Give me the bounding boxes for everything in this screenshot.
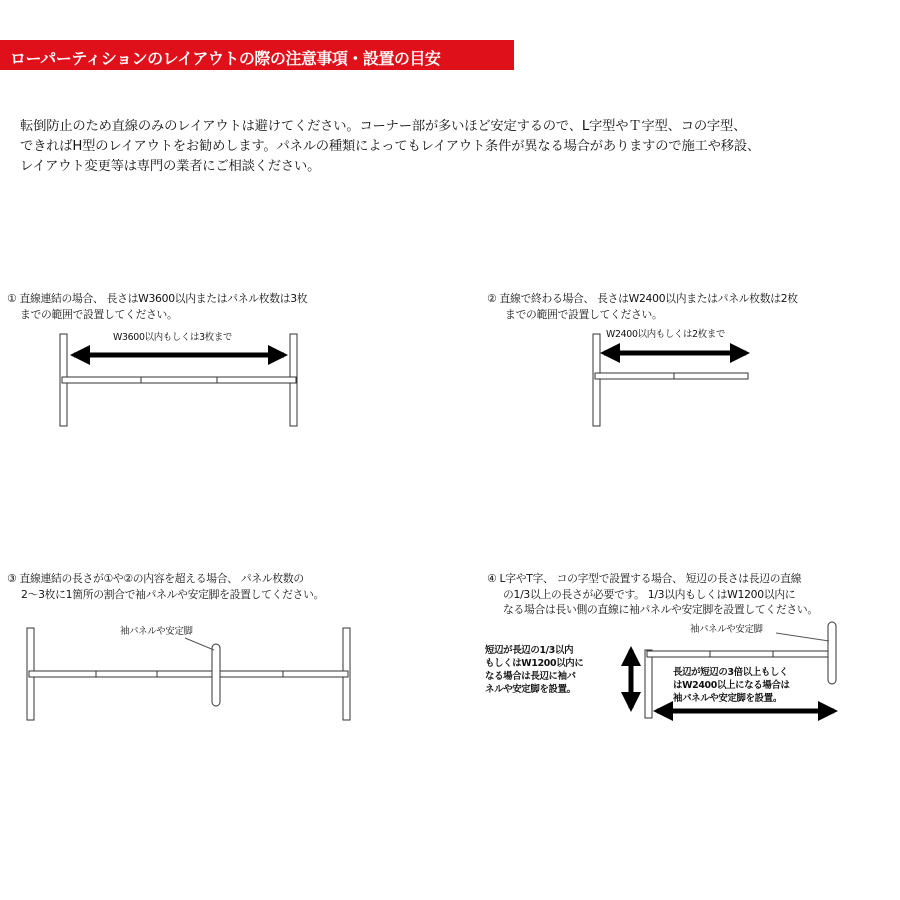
short-side-panel — [645, 650, 652, 718]
end-panel-left — [593, 334, 600, 426]
note-line: はW2400以上になる場合は — [673, 680, 790, 691]
case2-arrow-label: W2400以内もしくは2枚まで — [606, 329, 725, 340]
case3-caption-line1: ③ 直線連結の長さが①や②の内容を超える場合、 パネル枚数の — [7, 572, 304, 585]
panel-run — [595, 373, 748, 379]
case3-caption-line2: 2～3枚に1箇所の割合で袖パネルや安定脚を設置してください。 — [21, 588, 325, 601]
note-line: なる場合は長辺に袖パ — [485, 671, 576, 682]
panel-run — [62, 377, 296, 383]
section-title: ローパーティションのレイアウトの際の注意事項・設置の目安 — [10, 49, 441, 68]
case1-caption-line1: ① 直線連結の場合、 長さはW3600以内またはパネル枚数は3枚 — [7, 292, 308, 305]
callout-line — [776, 633, 829, 641]
panel-run — [29, 671, 348, 677]
case4-diagram — [631, 622, 836, 718]
intro-line: レイアウト変更等は専門の業者にご相談ください。 — [20, 159, 321, 174]
case3-diagram — [27, 628, 350, 720]
case4-caption-line1: ④ L字やT字、 コの字型で設置する場合、 短辺の長さは長辺の直線 — [487, 572, 802, 585]
long-side-panel — [647, 651, 834, 657]
support-panel — [828, 622, 836, 684]
case4-caption-line2: の1/3以上の長さが必要です。 1/3以内もしくはW1200以内に — [503, 588, 796, 601]
intro-line: できればH型のレイアウトをお勧めします。パネルの種類によってもレイアウト条件が異なる場合がありますので施工や移設、 — [20, 139, 761, 154]
note-line: 袖パネルや安定脚を設置。 — [673, 693, 782, 704]
callout-line — [185, 638, 214, 650]
note-line: もしくはW1200以内に — [485, 658, 584, 669]
case3-callout: 袖パネルや安定脚 — [120, 626, 193, 637]
case1-caption-line2: までの範囲で設置してください。 — [20, 308, 178, 321]
note-line: 短辺が長辺の1/3以内 — [485, 645, 574, 656]
note-line: ネルや安定脚を設置。 — [485, 684, 576, 695]
case2-caption-line2: までの範囲で設置してください。 — [505, 308, 663, 321]
intro-line: 転倒防止のため直線のみのレイアウトは避けてください。コーナー部が多いほど安定するので、L字型やＴ字型、コの字型、 — [20, 119, 747, 134]
note-line: 長辺が短辺の3倍以上もしく — [673, 667, 789, 678]
case2-diagram — [593, 334, 748, 426]
case1-arrow-label: W3600以内もしくは3枚まで — [113, 332, 232, 343]
case4-callout: 袖パネルや安定脚 — [690, 624, 763, 635]
case1-diagram — [60, 334, 297, 426]
support-panel — [212, 644, 220, 706]
case4-caption-line3: なる場合は長い側の直線に袖パネルや安定脚を設置してください。 — [503, 603, 818, 616]
case2-caption-line1: ② 直線で終わる場合、 長さはW2400以内またはパネル枚数は2枚 — [487, 292, 798, 305]
